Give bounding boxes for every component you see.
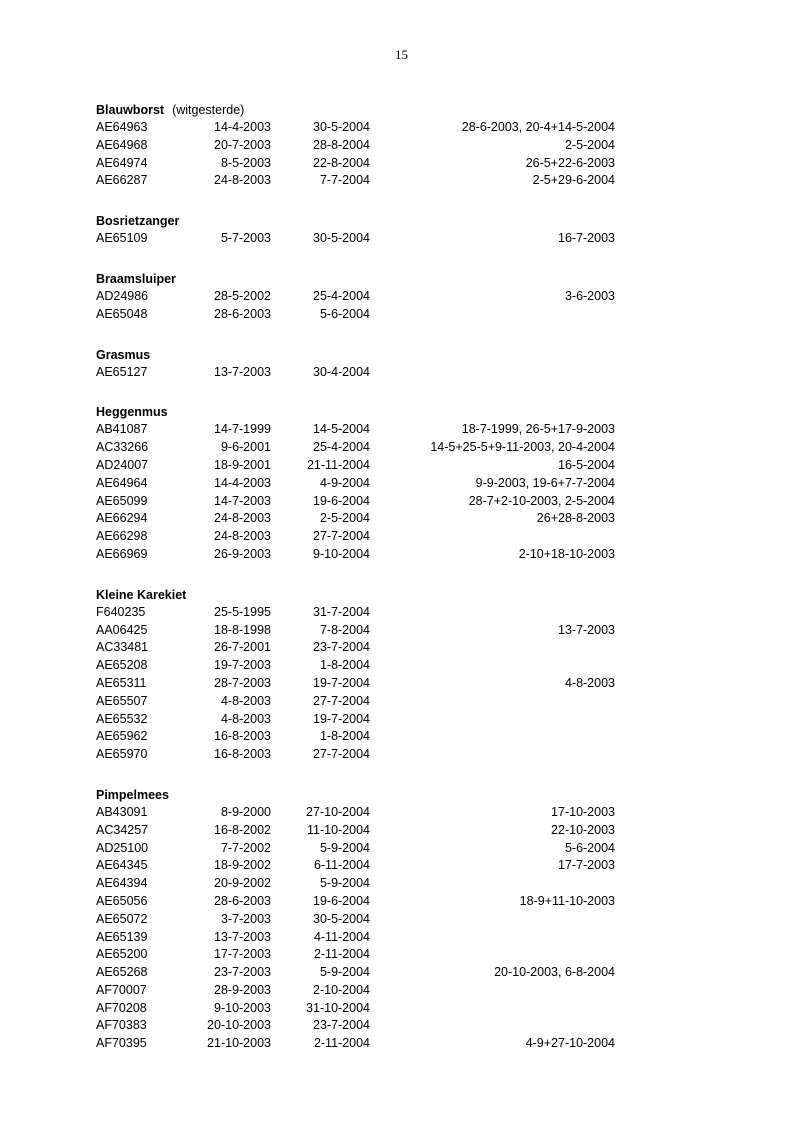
recovery-date: 4-11-2004 xyxy=(313,929,370,944)
record-row xyxy=(96,137,616,155)
control-dates: 13-7-2003 xyxy=(558,622,615,637)
recovery-date: 5-6-2004 xyxy=(319,306,370,321)
record-row xyxy=(96,857,616,875)
ring-number: AD25100 xyxy=(96,840,149,855)
ringing-date: 5-7-2003 xyxy=(220,231,271,246)
recovery-date: 2-5-2004 xyxy=(319,511,370,526)
recovery-date: 22-8-2004 xyxy=(313,155,370,170)
recovery-date: 23-7-2004 xyxy=(313,1018,370,1033)
ring-number: AE66298 xyxy=(96,529,148,544)
ring-number: AE65532 xyxy=(96,711,148,726)
recovery-date: 2-11-2004 xyxy=(313,1036,370,1051)
control-dates: 2-10+18-10-2003 xyxy=(518,546,615,561)
ring-number: AE66294 xyxy=(96,511,148,526)
page-number: 15 xyxy=(395,47,408,62)
recovery-date: 5-9-2004 xyxy=(319,876,370,891)
ring-number: AE65311 xyxy=(96,675,147,690)
ring-number: F640235 xyxy=(96,604,146,619)
record-row xyxy=(96,639,616,657)
recovery-date: 21-11-2004 xyxy=(306,457,370,472)
control-dates: 9-9-2003, 19-6+7-7-2004 xyxy=(475,475,615,490)
ringing-date: 21-10-2003 xyxy=(207,1036,271,1051)
ring-number: AE65109 xyxy=(96,231,148,246)
control-dates: 28-7+2-10-2003, 2-5-2004 xyxy=(468,493,615,508)
species-section xyxy=(96,212,616,248)
species-heading xyxy=(96,101,616,119)
control-dates: 3-6-2003 xyxy=(564,288,615,303)
recovery-date: 6-11-2004 xyxy=(313,858,370,873)
species-heading xyxy=(96,346,616,364)
control-dates: 22-10-2003 xyxy=(551,822,615,837)
recovery-date: 30-5-2004 xyxy=(313,911,370,926)
ringing-date: 28-5-2002 xyxy=(214,288,271,303)
record-row xyxy=(96,439,616,457)
ringing-date: 20-7-2003 xyxy=(214,137,271,152)
record-row xyxy=(96,510,616,528)
species-section xyxy=(96,403,616,563)
recovery-date: 11-10-2004 xyxy=(306,822,370,837)
recovery-date: 1-8-2004 xyxy=(319,729,370,744)
ring-number: AE65268 xyxy=(96,965,148,980)
ringing-date: 20-9-2002 xyxy=(214,876,271,891)
ringing-date: 13-7-2003 xyxy=(214,364,271,379)
control-dates: 20-10-2003, 6-8-2004 xyxy=(494,965,615,980)
record-row xyxy=(96,475,616,493)
ringing-date: 20-10-2003 xyxy=(207,1018,271,1033)
recovery-date: 27-7-2004 xyxy=(313,529,370,544)
ringing-date: 7-7-2002 xyxy=(220,840,271,855)
ringing-date: 17-7-2003 xyxy=(214,947,271,962)
record-row xyxy=(96,728,616,746)
control-dates: 16-5-2004 xyxy=(558,457,615,472)
ring-number: AE65048 xyxy=(96,306,148,321)
ringing-date: 8-9-2000 xyxy=(220,804,271,819)
ringing-date: 14-4-2003 xyxy=(214,120,271,134)
control-dates: 18-7-1999, 26-5+17-9-2003 xyxy=(461,422,615,437)
record-row xyxy=(96,546,616,564)
recovery-date: 19-6-2004 xyxy=(313,893,370,908)
ringing-date: 26-9-2003 xyxy=(214,546,271,561)
record-row xyxy=(96,893,616,911)
ringing-date: 18-9-2001 xyxy=(214,457,271,472)
record-row xyxy=(96,929,616,947)
record-row xyxy=(96,657,616,675)
ring-number: AE65970 xyxy=(96,747,148,762)
control-dates: 2-5+29-6-2004 xyxy=(532,173,615,188)
record-row xyxy=(96,911,616,929)
ring-number: AD24986 xyxy=(96,288,149,303)
record-row xyxy=(96,746,616,764)
ringing-date: 9-6-2001 xyxy=(220,440,271,455)
recovery-date: 5-9-2004 xyxy=(319,840,370,855)
record-row xyxy=(96,364,616,382)
species-section xyxy=(96,101,616,190)
ring-number: AE64974 xyxy=(96,155,148,170)
record-row xyxy=(96,946,616,964)
species-heading xyxy=(96,212,616,230)
record-row xyxy=(96,711,616,729)
ringing-date: 18-9-2002 xyxy=(214,858,271,873)
record-row xyxy=(96,675,616,693)
ring-number: AD24007 xyxy=(96,457,149,472)
species-section xyxy=(96,346,616,382)
control-dates: 18-9+11-10-2003 xyxy=(519,893,615,908)
ring-number: AF70383 xyxy=(96,1018,147,1033)
species-name: Braamsluiper xyxy=(96,271,176,286)
control-dates: 4-9+27-10-2004 xyxy=(525,1036,615,1051)
ringing-date: 9-10-2003 xyxy=(214,1000,271,1015)
ring-number: AE65127 xyxy=(96,364,148,379)
control-dates: 26+28-8-2003 xyxy=(536,511,615,526)
species-note: (witgesterde) xyxy=(172,103,245,117)
record-row xyxy=(96,964,616,982)
species-name: Heggenmus xyxy=(96,405,168,420)
ringing-date: 16-8-2003 xyxy=(214,747,271,762)
ringing-date: 24-8-2003 xyxy=(214,511,271,526)
ringing-date: 3-7-2003 xyxy=(220,911,271,926)
recovery-date: 25-4-2004 xyxy=(313,288,370,303)
record-row xyxy=(96,528,616,546)
ring-number: AE64345 xyxy=(96,858,148,873)
record-row xyxy=(96,840,616,858)
record-row xyxy=(96,982,616,1000)
record-row xyxy=(96,1035,616,1053)
species-heading xyxy=(96,786,616,804)
ring-number: AA06425 xyxy=(96,622,148,637)
ringing-date: 4-8-2003 xyxy=(220,711,271,726)
record-row xyxy=(96,119,616,137)
species-section xyxy=(96,586,616,764)
recovery-date: 7-8-2004 xyxy=(319,622,370,637)
species-name: Blauwborst xyxy=(96,103,165,117)
record-row xyxy=(96,457,616,475)
record-row xyxy=(96,1000,616,1018)
record-row xyxy=(96,622,616,640)
species-name: Grasmus xyxy=(96,347,151,362)
recovery-date: 30-5-2004 xyxy=(313,231,370,246)
ring-number: AE64964 xyxy=(96,475,148,490)
recovery-date: 28-8-2004 xyxy=(313,137,370,152)
recovery-date: 2-11-2004 xyxy=(313,947,370,962)
recovery-date: 31-7-2004 xyxy=(313,604,370,619)
ring-number: AF70395 xyxy=(96,1036,147,1051)
record-row xyxy=(96,804,616,822)
ring-number: AE65962 xyxy=(96,729,148,744)
ring-number: AB41087 xyxy=(96,422,148,437)
ringing-date: 28-9-2003 xyxy=(214,982,271,997)
ringing-date: 28-6-2003 xyxy=(214,893,271,908)
ringing-date: 25-5-1995 xyxy=(214,604,271,619)
record-row xyxy=(96,822,616,840)
recovery-date: 30-5-2004 xyxy=(313,120,370,134)
recovery-date: 7-7-2004 xyxy=(319,173,370,188)
record-row xyxy=(96,693,616,711)
recovery-date: 4-9-2004 xyxy=(319,475,370,490)
ringing-date: 14-7-2003 xyxy=(214,493,271,508)
recovery-date: 23-7-2004 xyxy=(313,640,370,655)
control-dates: 26-5+22-6-2003 xyxy=(525,155,615,170)
control-dates: 14-5+25-5+9-11-2003, 20-4-2004 xyxy=(430,440,615,455)
ringing-date: 8-5-2003 xyxy=(220,155,271,170)
recovery-date: 30-4-2004 xyxy=(313,364,370,379)
ring-number: AE64968 xyxy=(96,137,148,152)
control-dates: 4-8-2003 xyxy=(564,675,615,690)
control-dates: 5-6-2004 xyxy=(564,840,615,855)
control-dates: 2-5-2004 xyxy=(564,137,615,152)
recovery-date: 27-10-2004 xyxy=(306,804,370,819)
ringing-date: 14-7-1999 xyxy=(214,422,271,437)
species-name: Kleine Karekiet xyxy=(96,587,187,602)
ring-number: AE65099 xyxy=(96,493,148,508)
species-heading xyxy=(96,586,616,604)
species-section xyxy=(96,270,616,324)
ring-number: AC33481 xyxy=(96,640,149,655)
ring-number: AE65208 xyxy=(96,658,148,673)
recovery-date: 1-8-2004 xyxy=(319,658,370,673)
ringing-date: 16-8-2003 xyxy=(214,729,271,744)
record-row xyxy=(96,172,616,190)
ring-number: AC33266 xyxy=(96,440,149,455)
recovery-date: 9-10-2004 xyxy=(313,546,370,561)
record-row xyxy=(96,421,616,439)
species-name: Pimpelmees xyxy=(96,787,169,802)
control-dates: 16-7-2003 xyxy=(558,231,615,246)
ringing-date: 24-8-2003 xyxy=(214,173,271,188)
control-dates: 28-6-2003, 20-4+14-5-2004 xyxy=(461,120,615,134)
ringing-date: 4-8-2003 xyxy=(220,693,271,708)
recovery-date: 27-7-2004 xyxy=(313,747,370,762)
recovery-date: 31-10-2004 xyxy=(306,1000,370,1015)
ringing-date: 13-7-2003 xyxy=(214,929,271,944)
ringing-records-list xyxy=(96,101,616,1075)
recovery-date: 19-6-2004 xyxy=(313,493,370,508)
ringing-date: 16-8-2002 xyxy=(214,822,271,837)
species-name: Bosrietzanger xyxy=(96,214,180,229)
recovery-date: 19-7-2004 xyxy=(313,711,370,726)
ring-number: AE65056 xyxy=(96,893,148,908)
species-heading xyxy=(96,403,616,421)
ring-number: AB43091 xyxy=(96,804,148,819)
ringing-date: 24-8-2003 xyxy=(214,529,271,544)
control-dates: 17-7-2003 xyxy=(558,858,615,873)
ringing-date: 23-7-2003 xyxy=(214,965,271,980)
species-section xyxy=(96,786,616,1053)
record-row xyxy=(96,875,616,893)
ring-number: AC34257 xyxy=(96,822,149,837)
ring-number: AE65200 xyxy=(96,947,148,962)
ring-number: AE65072 xyxy=(96,911,148,926)
record-row xyxy=(96,230,616,248)
ringing-date: 18-8-1998 xyxy=(214,622,271,637)
record-row xyxy=(96,1017,616,1035)
ringing-date: 28-6-2003 xyxy=(214,306,271,321)
recovery-date: 2-10-2004 xyxy=(313,982,370,997)
recovery-date: 25-4-2004 xyxy=(313,440,370,455)
control-dates: 17-10-2003 xyxy=(551,804,615,819)
ring-number: AF70007 xyxy=(96,982,147,997)
record-row xyxy=(96,288,616,306)
species-heading xyxy=(96,270,616,288)
ringing-date: 14-4-2003 xyxy=(214,475,271,490)
ring-number: AE64963 xyxy=(96,120,148,134)
ringing-date: 26-7-2001 xyxy=(214,640,271,655)
record-row xyxy=(96,493,616,511)
ring-number: AE64394 xyxy=(96,876,148,891)
recovery-date: 19-7-2004 xyxy=(313,675,370,690)
recovery-date: 14-5-2004 xyxy=(313,422,370,437)
ringing-date: 28-7-2003 xyxy=(214,675,271,690)
ring-number: AE65507 xyxy=(96,693,148,708)
ring-number: AE66287 xyxy=(96,173,148,188)
ring-number: AF70208 xyxy=(96,1000,147,1015)
recovery-date: 27-7-2004 xyxy=(313,693,370,708)
ringing-date: 19-7-2003 xyxy=(214,658,271,673)
recovery-date: 5-9-2004 xyxy=(319,965,370,980)
record-row xyxy=(96,604,616,622)
ring-number: AE66969 xyxy=(96,546,148,561)
record-row xyxy=(96,306,616,324)
record-row xyxy=(96,155,616,173)
ring-number: AE65139 xyxy=(96,929,148,944)
